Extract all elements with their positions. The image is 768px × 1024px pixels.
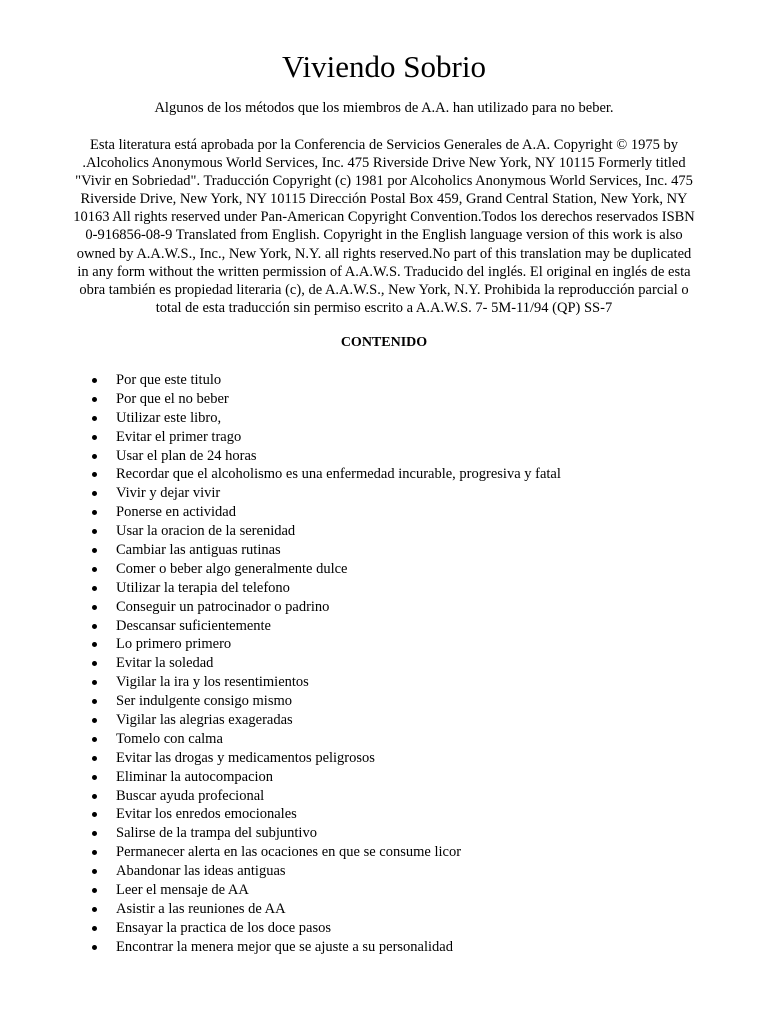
contents-item-label: Descansar suficientemente [116, 617, 271, 634]
contents-item [0, 749, 561, 768]
contents-item [0, 447, 561, 466]
bullet-icon [92, 567, 97, 572]
bullet-icon [92, 510, 97, 515]
contents-item-label: Conseguir un patrocinador o padrino [116, 598, 330, 615]
contents-item-label: Encontrar la menera mejor que se ajuste a su personalidad [116, 938, 453, 955]
contents-item-label: Por que este titulo [116, 372, 222, 388]
contents-item-label: Salirse de la trampa del subjuntivo [116, 825, 317, 842]
contents-item [0, 824, 561, 843]
bullet-icon [92, 945, 97, 950]
contents-item [0, 711, 561, 730]
bullet-icon [92, 850, 97, 855]
contents-item [0, 692, 561, 711]
bullet-icon [92, 435, 97, 440]
copyright-notice [50, 136, 718, 317]
bullet-icon [92, 794, 97, 799]
bullet-icon [92, 661, 97, 666]
contents-item [0, 428, 561, 447]
bullet-icon [92, 699, 97, 704]
document-title: Viviendo Sobrio [282, 49, 486, 84]
contents-item [0, 598, 561, 617]
bullet-icon [92, 907, 97, 912]
contents-item-label: Permanecer alerta en las ocaciones en que se consume licor [116, 844, 462, 861]
contents-item [0, 635, 561, 654]
contents-item-label: Ser indulgente consigo mismo [116, 693, 292, 710]
contents-item [0, 900, 561, 919]
copyright-line: "Vivir en Sobriedad". Traducción Copyright (c) 1981 por Alcoholics Anonymous World Services, Inc. 475 [75, 173, 693, 190]
contents-item [0, 730, 561, 749]
contents-item [0, 843, 561, 862]
bullet-icon [92, 548, 97, 553]
contents-item [0, 938, 561, 957]
contents-item-label: Evitar el primer trago [116, 428, 242, 445]
contents-item-label: Usar el plan de 24 horas [116, 447, 257, 464]
bullet-icon [92, 869, 97, 874]
copyright-line: Riverside Drive, New York, NY 10115 Dirección Postal Box 459, Grand Central Station, New York, NY [80, 191, 688, 208]
contents-item [0, 787, 561, 806]
contents-item-label: Buscar ayuda profecional [116, 787, 265, 804]
bullet-icon [92, 397, 97, 402]
contents-item-label: Evitar la soledad [116, 655, 214, 672]
contents-item-label: Vigilar las alegrias exageradas [116, 712, 293, 729]
contents-item [0, 390, 561, 409]
contents-item [0, 654, 561, 673]
copyright-line: 0-916856-08-9 Translated from English. Copyright in the English language version of this work is also [85, 227, 683, 244]
contents-item-label: Usar la oracion de la serenidad [116, 523, 296, 540]
contents-item-label: Evitar las drogas y medicamentos peligrosos [116, 749, 375, 766]
contents-item [0, 919, 561, 938]
copyright-line: in any form without the written permission of A.A.W.S. Traducido del inglés. El original en inglés de esta [77, 263, 691, 280]
contents-item [0, 465, 561, 484]
contents-item [0, 579, 561, 598]
contents-item [0, 522, 561, 541]
contents-item-label: Cambiar las antiguas rutinas [116, 542, 281, 559]
bullet-icon [92, 624, 97, 629]
contents-item [0, 673, 561, 692]
contents-item [0, 560, 561, 579]
contents-item [0, 541, 561, 560]
bullet-icon [92, 529, 97, 534]
contents-item-label: Tomelo con calma [116, 730, 223, 747]
bullet-icon [92, 416, 97, 421]
bullet-icon [92, 718, 97, 723]
contents-item [0, 881, 561, 900]
contents-item [0, 768, 561, 787]
contents-item-label: Eliminar la autocompacion [116, 768, 274, 785]
bullet-icon [92, 491, 97, 496]
contents-item-label: Evitar los enredos emocionales [116, 806, 297, 823]
contents-item-label: Recordar que el alcoholismo es una enfermedad incurable, progresiva y fatal [116, 466, 561, 483]
contents-item-label: Ensayar la practica de los doce pasos [116, 919, 331, 936]
bullet-icon [92, 756, 97, 761]
copyright-line: owned by A.A.W.S., Inc., New York, N.Y. all rights reserved.No part of this translation may be duplicated [76, 245, 692, 262]
copyright-line: Esta literatura está aprobada por la Conferencia de Servicios Generales de A.A. Copyright © 1975 by [89, 137, 678, 153]
contents-item [0, 503, 561, 522]
bullet-icon [92, 888, 97, 893]
contents-item-label: Utilizar este libro, [116, 409, 222, 426]
bullet-icon [92, 605, 97, 610]
bullet-icon [92, 775, 97, 780]
copyright-line: 10163 All rights reserved under Pan-American Copyright Convention.Todos los derechos reservados ISBN [73, 209, 695, 226]
contents-item [0, 862, 561, 881]
contents-list [0, 371, 561, 957]
copyright-line: total de esta traducción sin permiso escrito a A.A.W.S. 7- 5M-11/94 (QP) SS-7 [155, 299, 613, 316]
contents-item [0, 371, 561, 390]
contents-item-label: Ponerse en actividad [116, 504, 236, 521]
contents-item-label: Abandonar las ideas antiguas [116, 863, 286, 880]
contents-item-label: Leer el mensaje de AA [116, 882, 249, 899]
bullet-icon [92, 926, 97, 931]
copyright-line: .Alcoholics Anonymous World Services, Inc. 475 Riverside Drive New York, NY 10115 Formerly titled [82, 155, 686, 172]
contents-item [0, 617, 561, 636]
contents-heading: CONTENIDO [340, 335, 428, 350]
bullet-icon [92, 378, 97, 383]
bullet-icon [92, 737, 97, 742]
contents-item-label: Por que el no beber [116, 390, 229, 407]
bullet-icon [92, 472, 97, 477]
contents-item [0, 484, 561, 503]
bullet-icon [92, 586, 97, 591]
bullet-icon [92, 454, 97, 459]
contents-item-label: Utilizar la terapia del telefono [116, 579, 290, 596]
contents-item-label: Comer o beber algo generalmente dulce [116, 560, 348, 577]
contents-item-label: Vigilar la ira y los resentimientos [116, 674, 309, 691]
copyright-line: obra también es propiedad literaria (c), de A.A.W.S., New York, N.Y. Prohibida la reproducción parcial o [79, 281, 689, 298]
contents-item-label: Lo primero primero [116, 636, 232, 653]
bullet-icon [92, 831, 97, 836]
contents-item [0, 409, 561, 428]
bullet-icon [92, 680, 97, 685]
contents-item-label: Asistir a las reuniones de AA [116, 900, 286, 917]
document-subtitle: Algunos de los métodos que los miembros de A.A. han utilizado para no beber. [154, 100, 614, 116]
bullet-icon [92, 812, 97, 817]
contents-item [0, 805, 561, 824]
bullet-icon [92, 642, 97, 647]
contents-item-label: Vivir y dejar vivir [116, 485, 221, 502]
